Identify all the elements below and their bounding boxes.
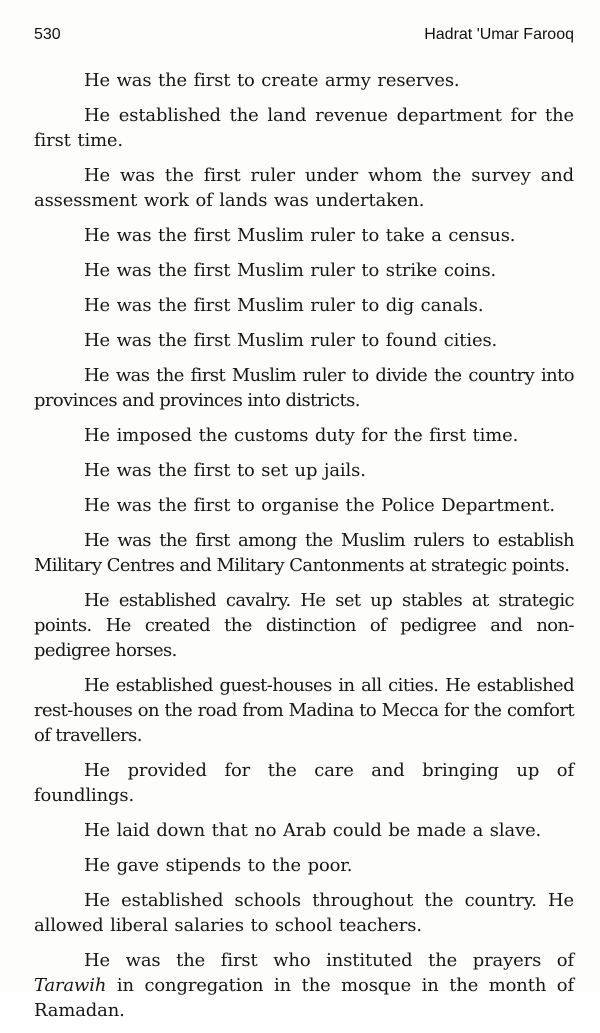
paragraph: He established guest-houses in all cities. He established rest-houses on the road from Madina to Mecca for the comfort of travellers. [34,675,574,746]
page-number: 530 [34,26,61,43]
paragraph: He provided for the care and bringing up of foundlings. [34,760,574,806]
paragraph: He was the first Muslim ruler to found cities. [84,330,498,351]
paragraph: He was the first to organise the Police Department. [84,495,555,516]
paragraph: He established cavalry. He set up stables at strategic points. He created the distinction of pedigree and non-pedigree horses. [34,590,574,661]
italic-term: Tarawih [34,975,107,996]
paragraph: He established schools throughout the country. He allowed liberal salaries to school teachers. [34,890,574,936]
paragraph: He imposed the customs duty for the first time. [84,425,519,446]
paragraph: He was the first ruler under whom the survey and assessment work of lands was undertaken. [34,165,574,211]
paragraph-text-after: in congregation in the mosque in the month of Ramadan. [34,975,574,1021]
paragraph-with-italic-term [34,948,574,1023]
paragraph: He gave stipends to the poor. [84,855,353,876]
paragraph-text-before: He was the first who instituted the prayers of [84,950,574,971]
paragraph: He was the first among the Muslim rulers to establish Military Centres and Military Cantonments at strategic points. [34,530,574,576]
body-text [34,68,574,1033]
page-header [34,26,574,50]
running-title: Hadrat 'Umar Farooq [424,26,574,43]
paragraph: He was the first Muslim ruler to divide the country into provinces and provinces into districts. [34,365,574,411]
paragraph: He was the first Muslim ruler to strike coins. [84,260,497,281]
paragraph: He was the first Muslim ruler to dig canals. [84,295,484,316]
paragraph: He was the first to create army reserves. [84,70,460,91]
paragraph: He was the first Muslim ruler to take a census. [84,225,516,246]
paragraph: He laid down that no Arab could be made a slave. [84,820,542,841]
paragraph: He was the first to set up jails. [84,460,366,481]
paragraph: He established the land revenue department for the first time. [34,105,574,151]
